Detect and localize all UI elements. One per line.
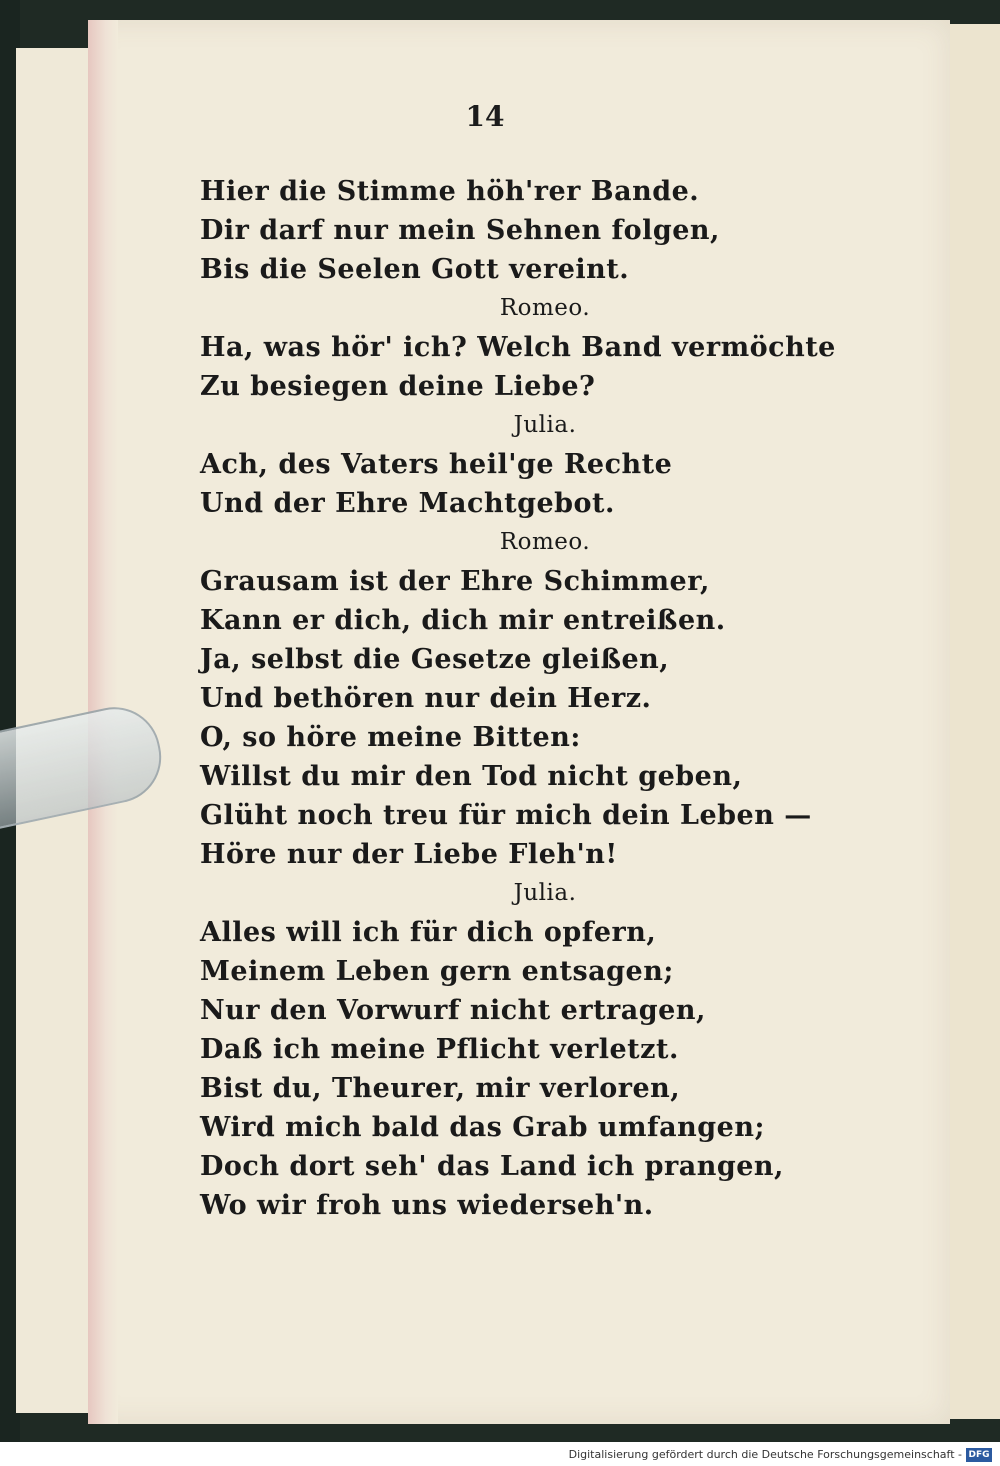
verse-line: Ach, des Vaters heil'ge Rechte	[200, 449, 673, 480]
verse-line: Wird mich bald das Grab umfangen;	[200, 1112, 765, 1143]
verse-line: Alles will ich für dich opfern,	[200, 917, 657, 948]
verse-line: Zu besiegen deine Liebe?	[200, 371, 596, 402]
verse-line: Dir darf nur mein Sehnen folgen,	[200, 215, 720, 246]
speaker-name: Julia.	[513, 880, 577, 906]
verse-line: Meinem Leben gern entsagen;	[200, 956, 674, 987]
speaker-name: Romeo.	[499, 529, 591, 555]
verse-line: Glüht noch treu für mich dein Leben —	[200, 800, 812, 831]
verse-line: Nur den Vorwurf nicht ertragen,	[200, 995, 706, 1026]
verse-line: Wo wir froh uns wiederseh'n.	[200, 1190, 654, 1221]
verse-line: Ja, selbst die Gesetze gleißen,	[200, 644, 670, 675]
speaker-name: Julia.	[513, 412, 577, 438]
verse-line: Hier die Stimme höh'rer Bande.	[200, 176, 700, 207]
verse-line: O, so höre meine Bitten:	[200, 722, 581, 753]
verse-line: Und bethören nur dein Herz.	[200, 683, 652, 714]
footer-credit: Digitalisierung gefördert durch die Deutsche Forschungsgemeinschaft -	[568, 1448, 962, 1461]
verse-line: Daß ich meine Pflicht verletzt.	[200, 1034, 679, 1065]
verse-text	[200, 172, 836, 1225]
verse-line: Bist du, Theurer, mir verloren,	[200, 1073, 681, 1104]
verse-line: Doch dort seh' das Land ich prangen,	[200, 1151, 784, 1182]
dfg-logo: DFG	[966, 1448, 992, 1462]
verse-line: Und der Ehre Machtgebot.	[200, 488, 615, 519]
footer-bar	[0, 1442, 1000, 1466]
verse-line: Ha, was hör' ich? Welch Band vermöchte	[200, 332, 836, 363]
verse-line: Kann er dich, dich mir entreißen.	[200, 605, 726, 636]
verse-line: Willst du mir den Tod nicht geben,	[200, 761, 743, 792]
verse-line: Grausam ist der Ehre Schimmer,	[200, 566, 710, 597]
page-number: 14	[465, 100, 505, 133]
speaker-name: Romeo.	[499, 295, 591, 321]
verse-line: Bis die Seelen Gott vereint.	[200, 254, 630, 285]
verse-line: Höre nur der Liebe Fleh'n!	[200, 839, 618, 870]
